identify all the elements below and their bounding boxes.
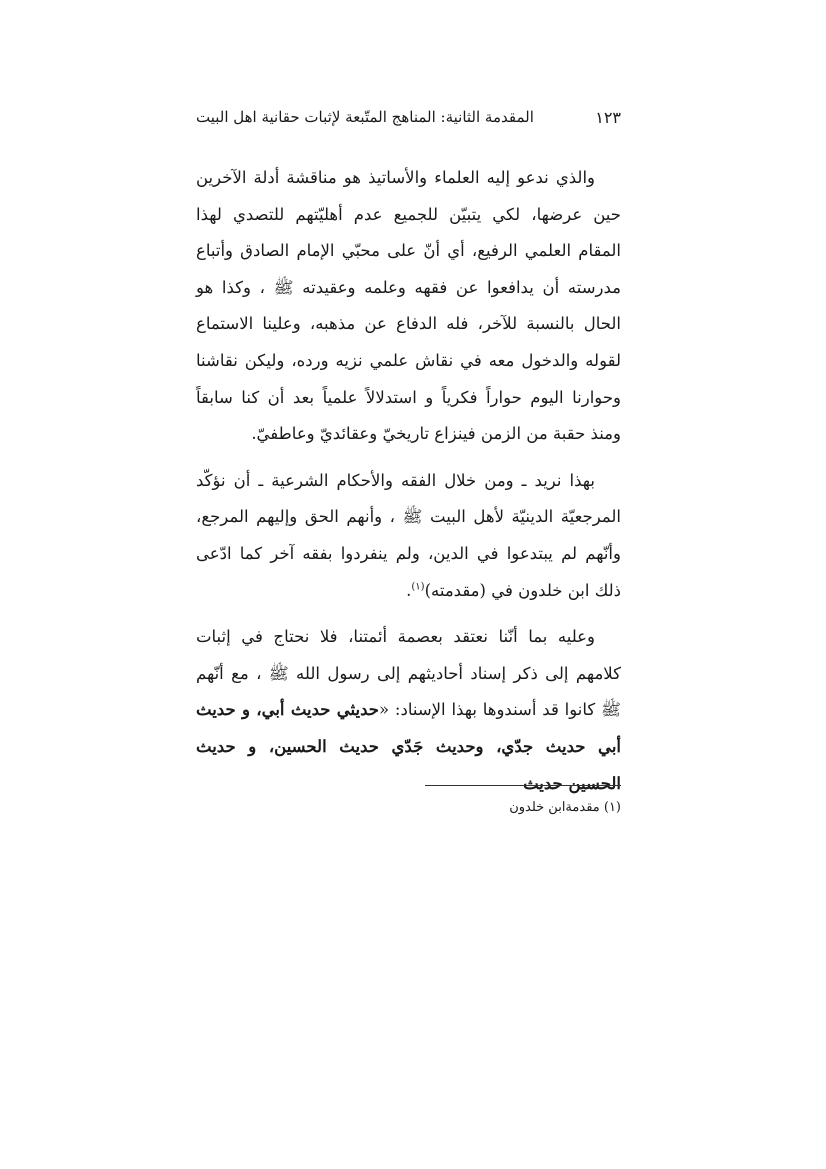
running-header [196, 103, 621, 131]
footnote: (١) مقدمةابن خلدون [509, 800, 621, 815]
paragraph-2-tail: . [406, 580, 412, 600]
paragraph-2-text: بهذا نريد ـ ومن خلال الفقه والأحكام الشرعية ـ أن نؤكّد المرجعيّة الدينيّة لأهل البيت ﷺ ، وأنهم الحق وإليهم المرجع، وأنّهم لم يبتدعوا في الدين، ولم ينفردوا بفقه آخر كما ادّعى ذلك ابن خلدون في (مقدمته) [196, 470, 621, 600]
page-number: ١٢٣ [595, 107, 621, 127]
header-title: المقدمة الثانية: المناهج المتّبعة لإثبات حقانية اهل البيت [196, 108, 534, 126]
paragraph-3-bold-quote: حديثي حديث أبي، و حديث أبي حديث جدّي، وحديث جَدّي حديث الحسين، و حديث الحسين حديث [196, 700, 621, 793]
paragraph-2 [196, 463, 621, 609]
paragraph-1 [196, 160, 621, 453]
paragraph-3 [196, 619, 621, 802]
paragraph-3-text: وعليه بما أنّنا نعتقد بعصمة أئمتنا، فلا نحتاج في إثبات كلامهم إلى ذكر إسناد أحاديثهم إلى رسول الله ﷺ ، مع أنّهم ﷺ كانوا قد أسندوها بهذا الإسناد: « [196, 627, 621, 720]
footnote-divider [425, 785, 621, 786]
paragraph-1-text: والذي ندعو إليه العلماء والأساتيذ هو مناقشة أدلة الآخرين حين عرضها، لكي يتبيّن للجميع عدم أهليّتهم للتصدي لهذا المقام العلمي الرفيع، أي أنّ على محبّي الإمام الصادق وأتباع مدرسته أن يدافعوا عن فقهه وعلمه وعقيدته ﷺ ، وكذا هو الحال بالنسبة للآخر، فله الدفاع عن مذهبه، وعلينا الاستماع لقوله والدخول معه في نقاش علمي نزيه ورده، وليكن نقاشنا وحوارنا اليوم حواراً فكرياً و استدلالاً علمياً بعد أن كنا سابقاً ومنذ حقبة من الزمن فينزاع تاريخيّ وعقائديّ وعاطفيّ. [196, 168, 621, 444]
footnote-ref[interactable]: (١) [411, 581, 425, 593]
body-text [196, 160, 621, 802]
